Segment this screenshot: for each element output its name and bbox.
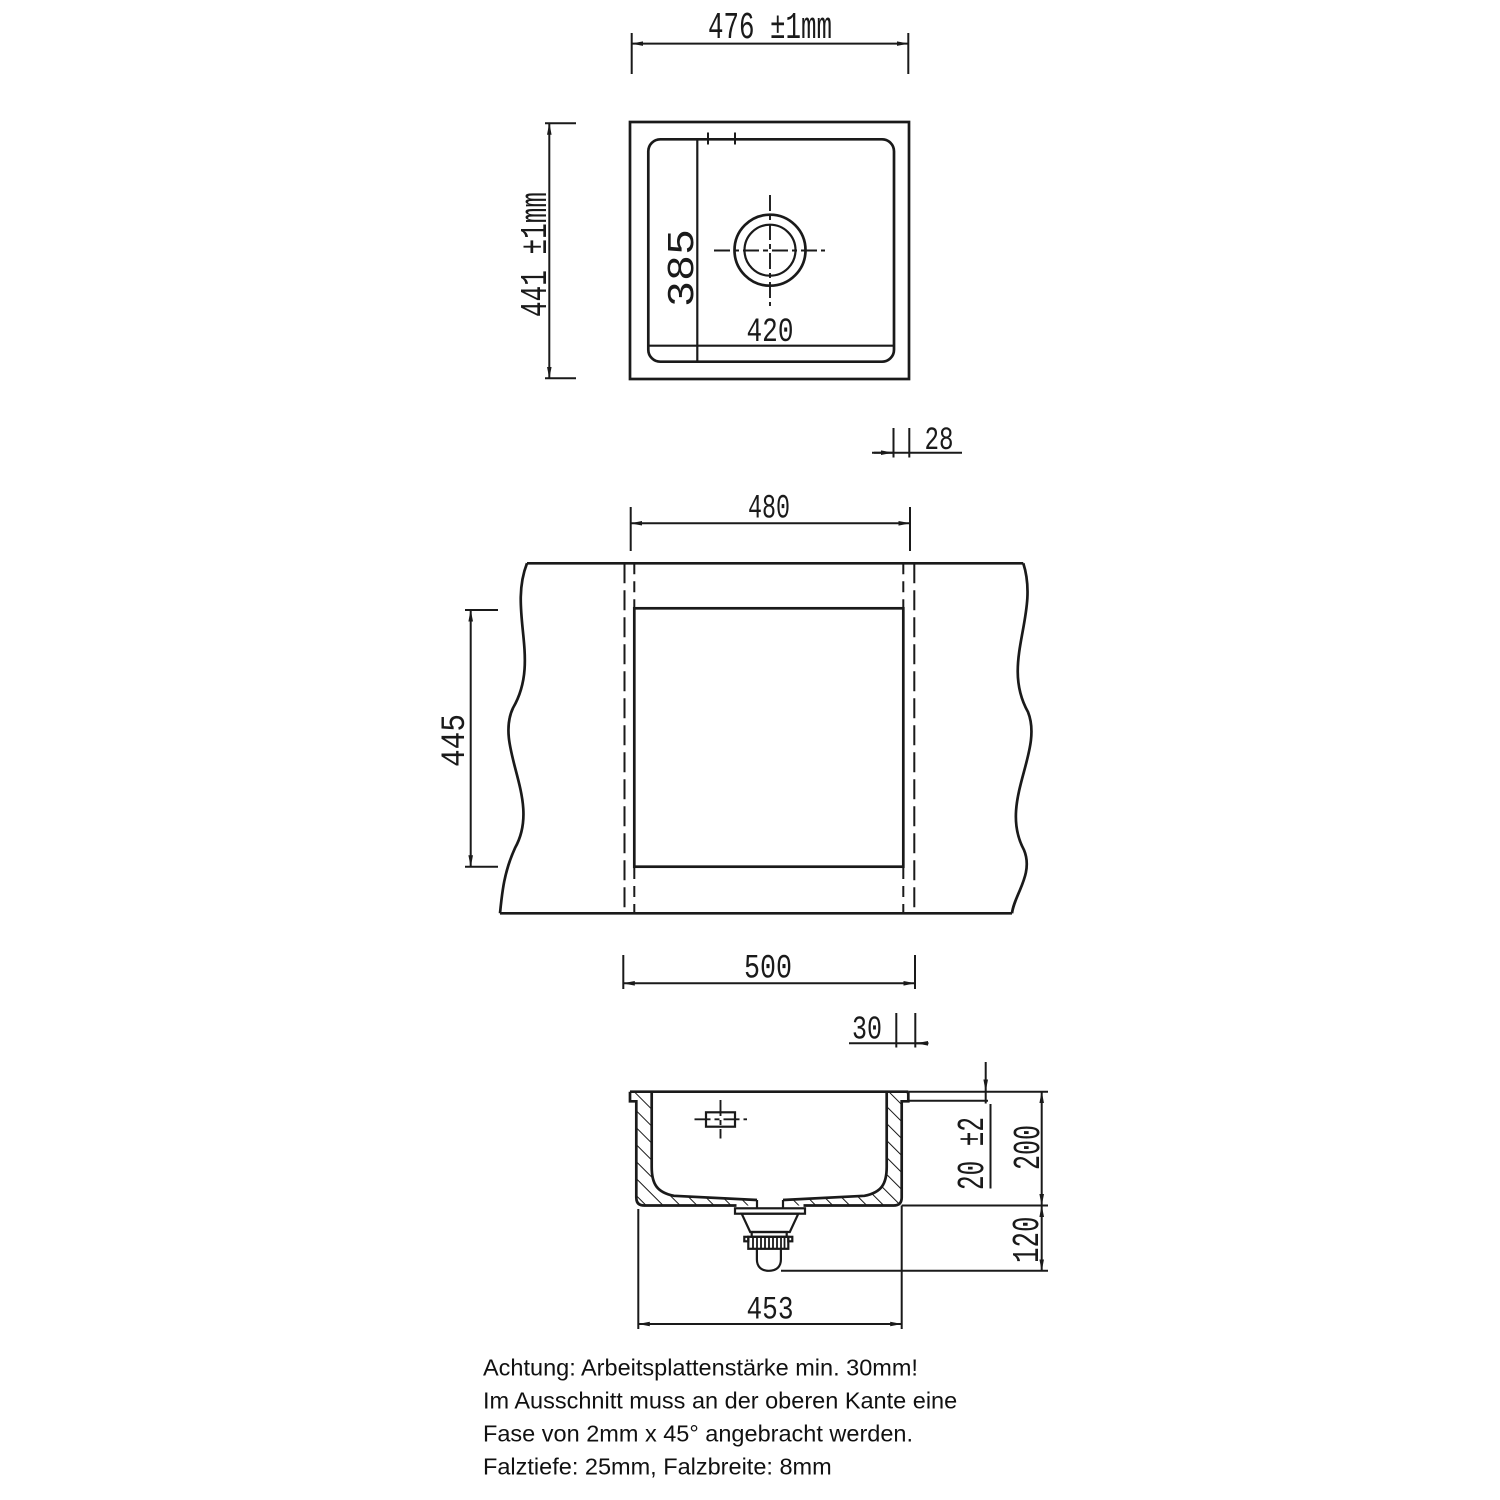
dim-label-420: 420	[746, 314, 794, 352]
dim-label-120: 120	[1007, 1194, 1050, 1263]
dim-label-453: 453	[746, 1291, 794, 1329]
note-line-3: Fase von 2mm x 45° angebracht werden.	[483, 1420, 914, 1447]
dim-label-441: 441 ±1mm	[515, 134, 558, 317]
dim-label-20: 20 ±2	[952, 1075, 995, 1190]
note-line-4: Falztiefe: 25mm, Falzbreite: 8mm	[483, 1453, 832, 1480]
note-line-1: Achtung: Arbeitsplattenstärke min. 30mm!	[483, 1354, 918, 1381]
dim-label-476: 476 ±1mm	[708, 7, 832, 50]
dim-label-445: 445	[437, 705, 475, 767]
dim-label-30: 30	[852, 1011, 882, 1049]
dim-label-200: 200	[1008, 1101, 1051, 1170]
dim-label-385: 385	[662, 238, 705, 307]
dim-label-500: 500	[744, 950, 792, 989]
dim-label-28: 28	[924, 422, 954, 459]
dim-label-480: 480	[748, 490, 790, 529]
note-line-2: Im Ausschnitt muss an der oberen Kante eine	[483, 1387, 958, 1414]
